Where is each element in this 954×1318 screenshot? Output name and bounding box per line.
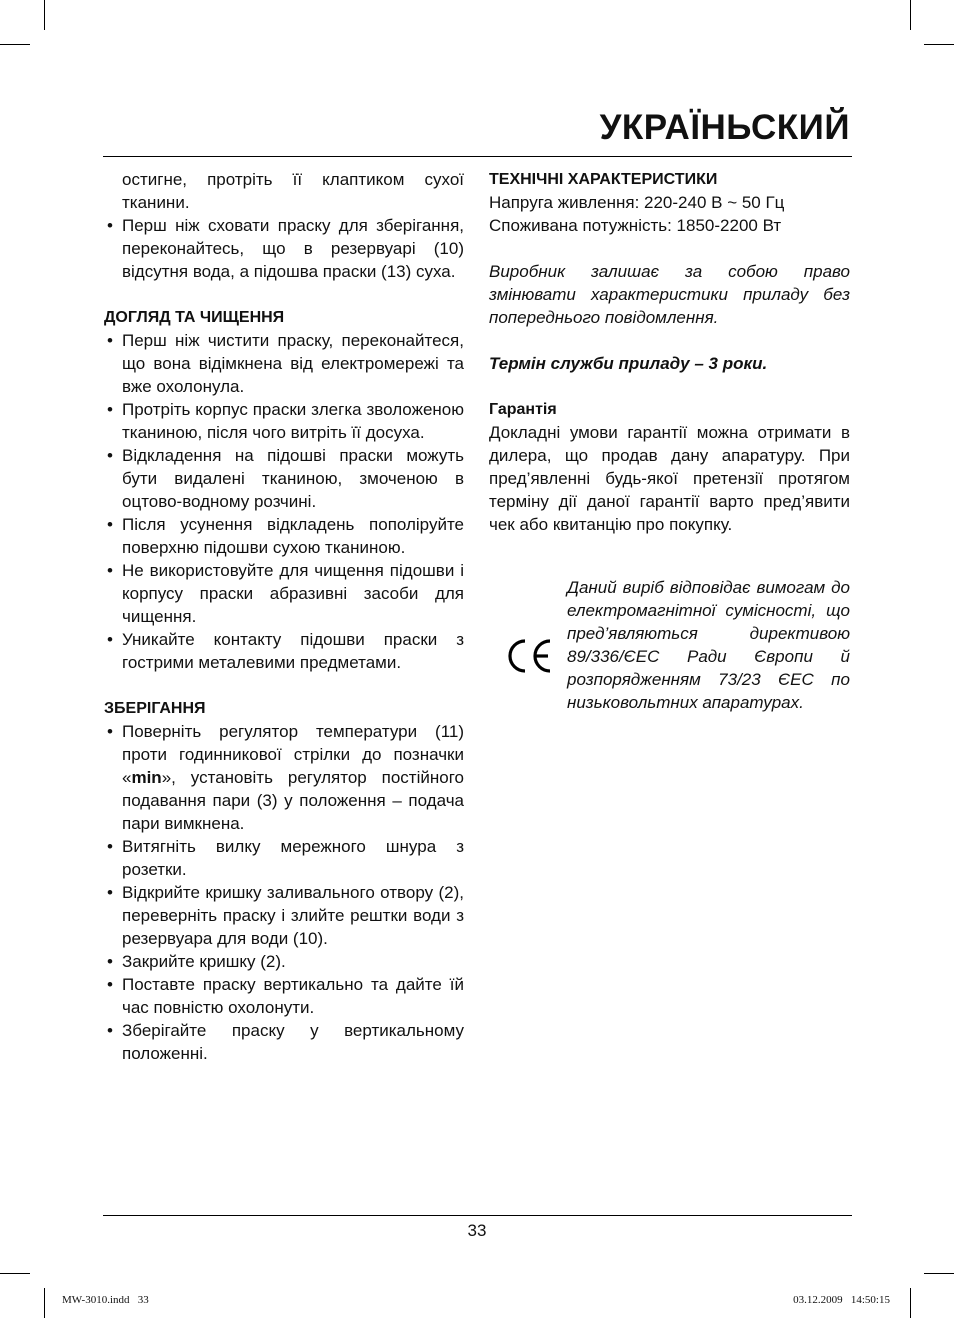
warranty-text: Докладні умови гарантії можна отримати в дилера, що продав дану апаратуру. При пред’явленні будь-якої претензії протягом терміну дії даної гарантії варто пред’явити чек або квитанцію про покупку. <box>489 423 850 534</box>
list-item: • Уникайте контакту підошви праски з гострими металевими предметами. <box>104 628 464 674</box>
ce-text: Даний виріб відповідає вимогам до електромагнітної сумісності, що пред’являються директивою 89/336/ЄЕС Ради Європи й розпорядженням 73/23 ЄЕС по низьковольтних апаратурах. <box>567 578 850 712</box>
list-item: • Перш ніж сховати праску для зберігання, переконайтесь, що в резервуарі (10) відсутня вода, а підошва праски (13) суха. <box>104 214 464 283</box>
page-number: 33 <box>467 1221 487 1240</box>
list-item: • Закрийте кришку (2). <box>104 950 464 973</box>
crop-mark <box>0 1273 30 1274</box>
list-item: • Відкрийте кришку заливального отвору (2), переверніть праску і злийте рештки води з резервуара для води (10). <box>104 881 464 950</box>
ce-compliance <box>489 576 850 714</box>
list-item: • Перш ніж чистити праску, переконайтеся, що вона відімкнена від електромережі та вже охолонула. <box>104 329 464 398</box>
footer-rule <box>103 1215 852 1216</box>
left-column <box>104 168 464 1065</box>
crop-mark <box>910 0 911 30</box>
ce-mark-icon <box>503 638 553 674</box>
spec-voltage: Напруга живлення: 220-240 В ~ 50 Гц <box>489 193 785 212</box>
storage-heading: ЗБЕРІГАННЯ <box>104 700 206 717</box>
page-title: УКРАЇНЬСКИЙ <box>599 108 850 147</box>
list-item: • Протріть корпус праски злегка зволоженою тканиною, після чого витріть її досуха. <box>104 398 464 444</box>
crop-mark <box>44 1288 45 1318</box>
list-item: • Поверніть регулятор температури (11) проти годинникової стрілки до позначки «min», установіть регулятор постійного подавання пари (3) у положення – подача пари вимкнена. <box>104 720 464 835</box>
file-info: MW-3010.indd 33 <box>62 1294 149 1306</box>
list-item: • Витягніть вилку мережного шнура з розетки. <box>104 835 464 881</box>
manufacturer-note: Виробник залишає за собою право змінювати характеристики приладу без попереднього повідомлення. <box>489 262 850 327</box>
header-rule <box>103 156 852 157</box>
list-item: • Відкладення на підошві праски можуть бути видалені тканиною, змоченою в оцтово-водному розчині. <box>104 444 464 513</box>
crop-mark <box>924 1273 954 1274</box>
print-timestamp: 03.12.2009 14:50:15 <box>793 1294 890 1306</box>
care-heading: ДОГЛЯД ТА ЧИЩЕННЯ <box>104 309 285 326</box>
intro-list <box>104 214 464 283</box>
service-life: Термін служби приладу – 3 роки. <box>489 354 768 373</box>
warranty-heading: Гарантія <box>489 401 557 418</box>
storage-list <box>104 720 464 1065</box>
list-item: • Поставте праску вертикально та дайте їй час повністю охолонути. <box>104 973 464 1019</box>
spec-power: Споживана потужність: 1850-2200 Вт <box>489 216 782 235</box>
list-item: • Не використовуйте для чищення підошви і корпусу праски абразивні засоби для чищення. <box>104 559 464 628</box>
crop-mark <box>44 0 45 30</box>
care-list <box>104 329 464 674</box>
right-column <box>489 168 850 731</box>
crop-mark <box>0 44 30 45</box>
specs-heading: ТЕХНІЧНІ ХАРАКТЕРИСТИКИ <box>489 171 718 188</box>
list-item: • Зберігайте праску у вертикальному положенні. <box>104 1019 464 1065</box>
list-item: • Після усунення відкладень пополіруйте поверхню підошви сухою тканиною. <box>104 513 464 559</box>
intro-text: остигне, протріть її клаптиком сухої тканини. <box>122 170 464 212</box>
crop-mark <box>910 1288 911 1318</box>
crop-mark <box>924 44 954 45</box>
